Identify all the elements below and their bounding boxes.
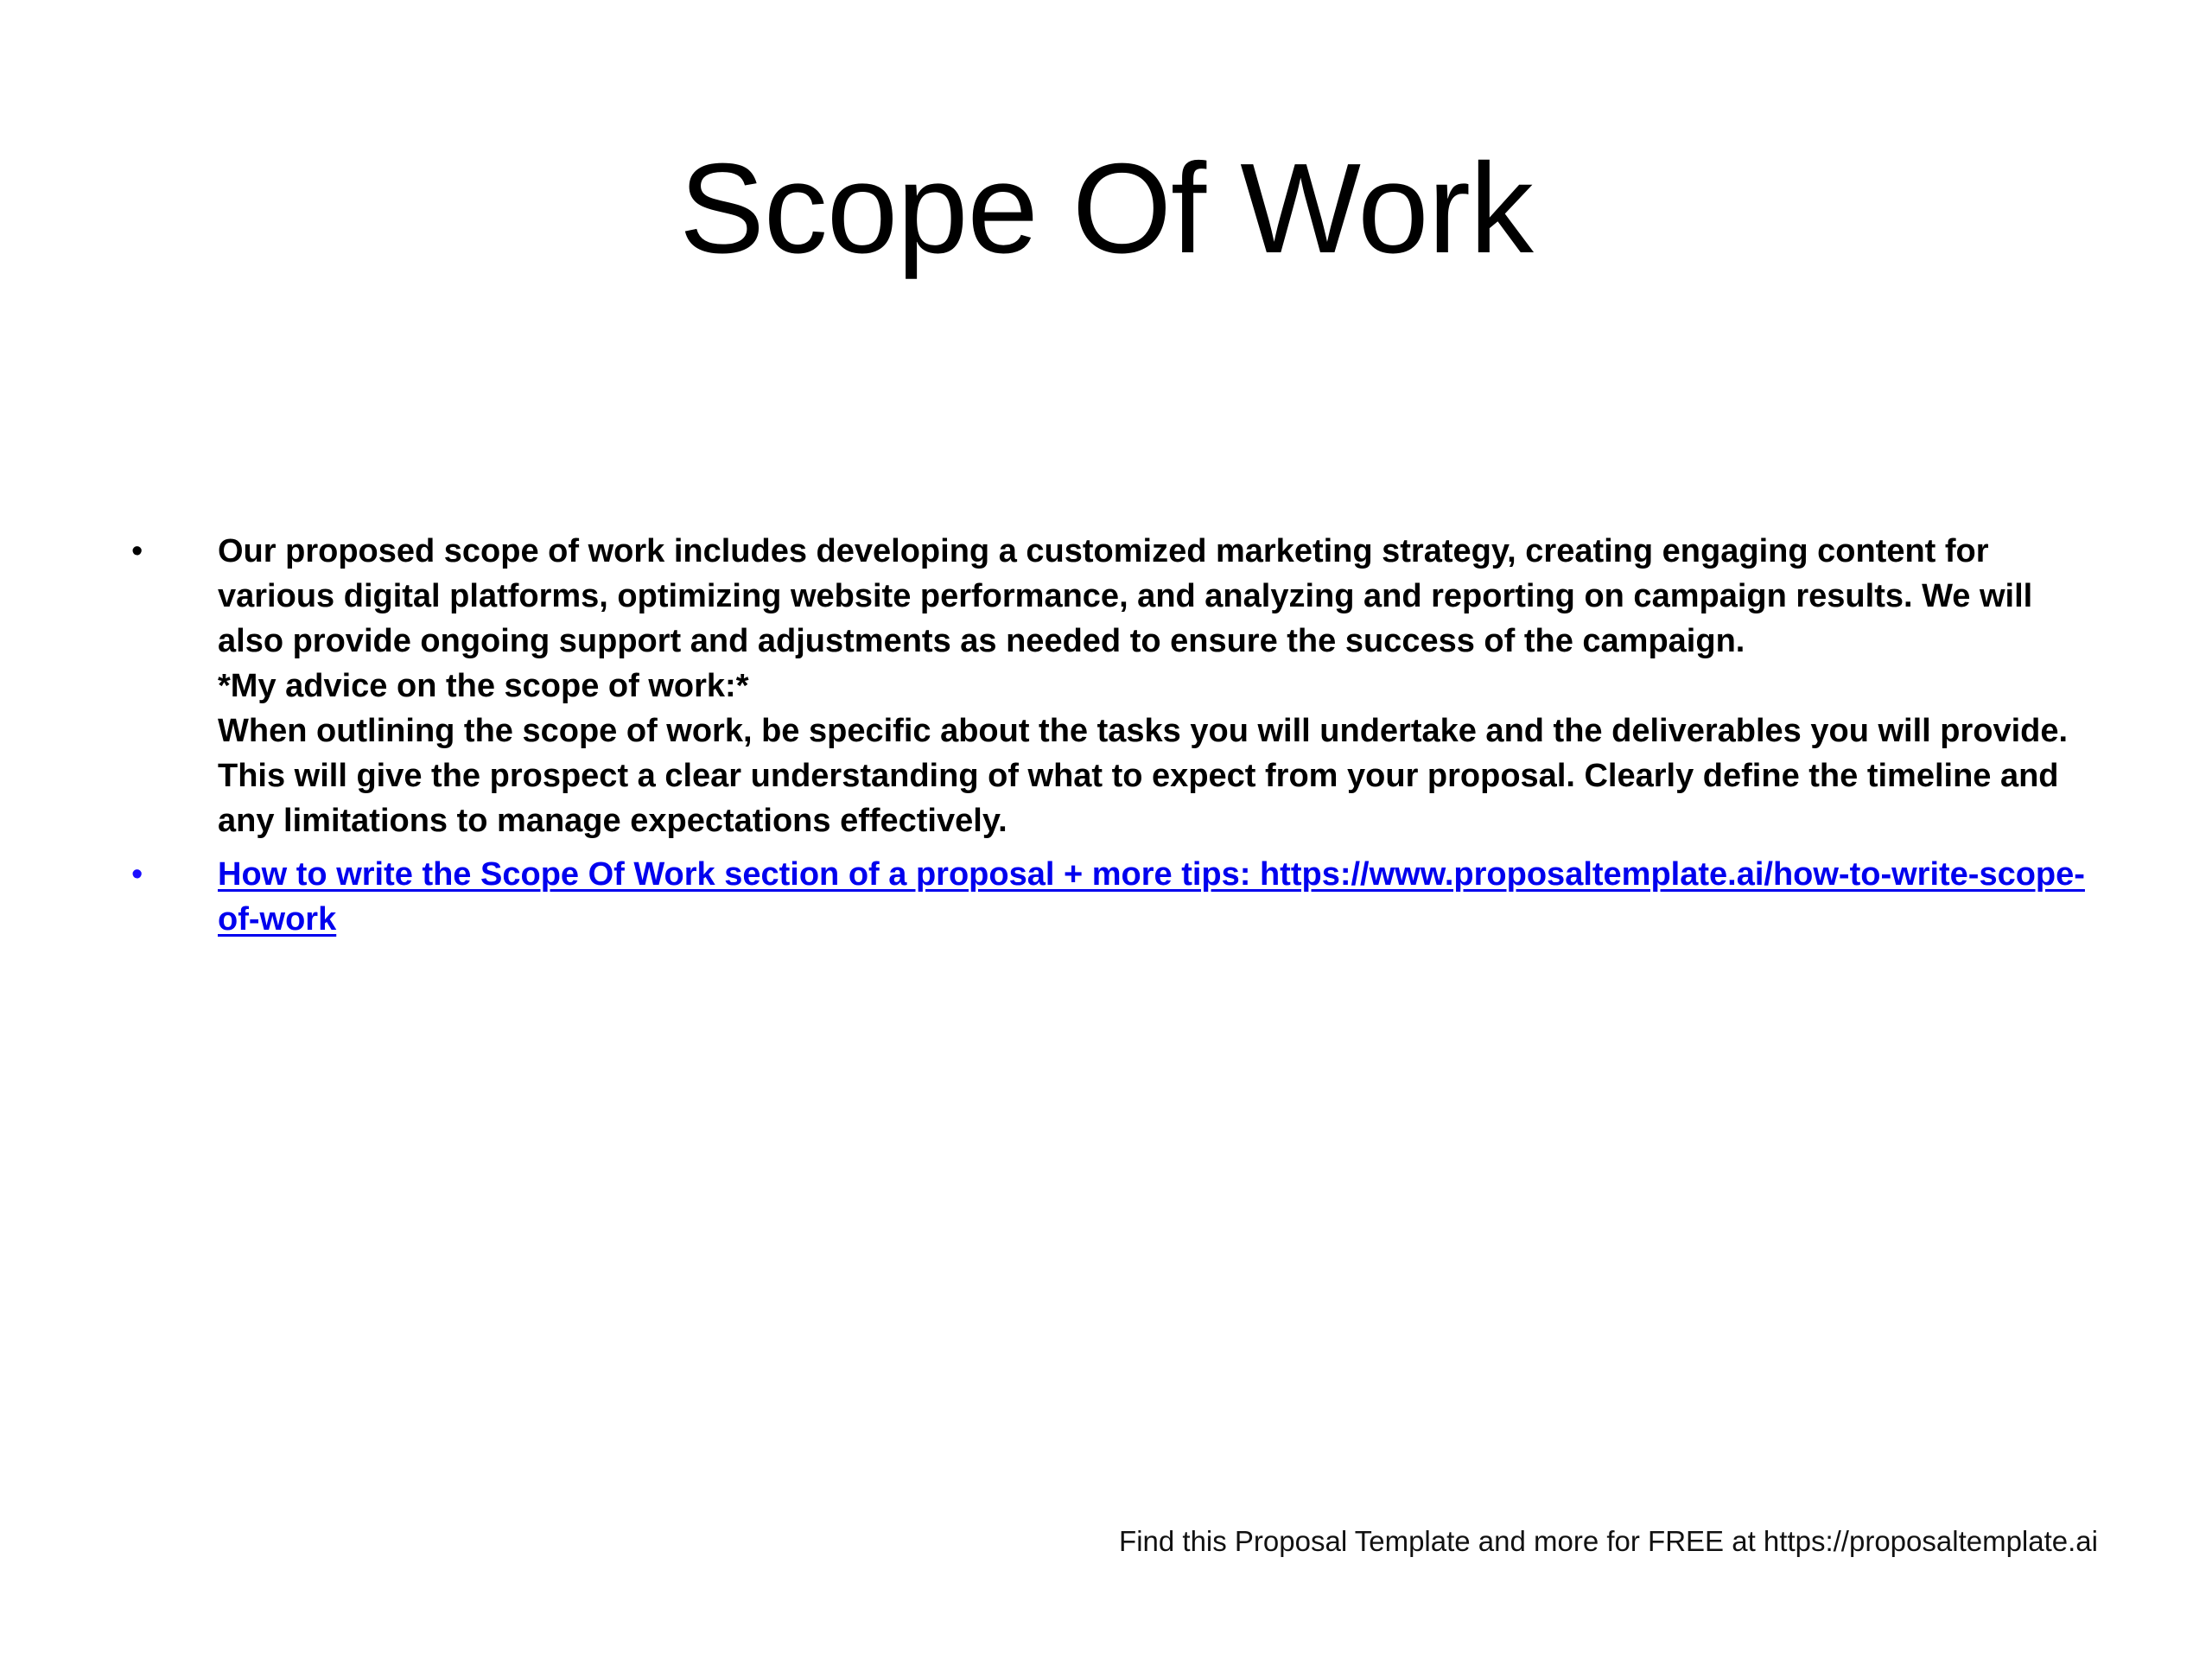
footer-text: Find this Proposal Template and more for FREE at https://proposaltemplate.ai xyxy=(1119,1525,2098,1557)
bullet-marker: • xyxy=(131,533,143,569)
bullet-list xyxy=(0,529,2212,942)
bullet-item-scope xyxy=(0,529,2101,843)
advice-text: When outlining the scope of work, be specific about the tasks you will undertake and the deliverables you will provide. This will give the prospect a clear understanding of what to expect from your proposal. Clearly define the timeline and any limitations to manage expectations effectively. xyxy=(218,713,2069,839)
advice-heading: *My advice on the scope of work:* xyxy=(218,668,749,704)
scope-description: Our proposed scope of work includes developing a customized marketing strategy, creating engaging content for various digital platforms, optimizing website performance, and analyzing and reporting on campaign results. We will also provide ongoing support and adjustments as needed to ensure the success of the campaign. xyxy=(218,533,2033,659)
bullet-marker: • xyxy=(131,856,143,893)
bullet-item-link xyxy=(0,852,2101,942)
scope-of-work-tips-link[interactable]: How to write the Scope Of Work section of a proposal + more tips: https://www.proposaltemplate.ai/how-to-write-scope-of-work xyxy=(218,856,2085,938)
slide-title: Scope Of Work xyxy=(679,137,1533,280)
